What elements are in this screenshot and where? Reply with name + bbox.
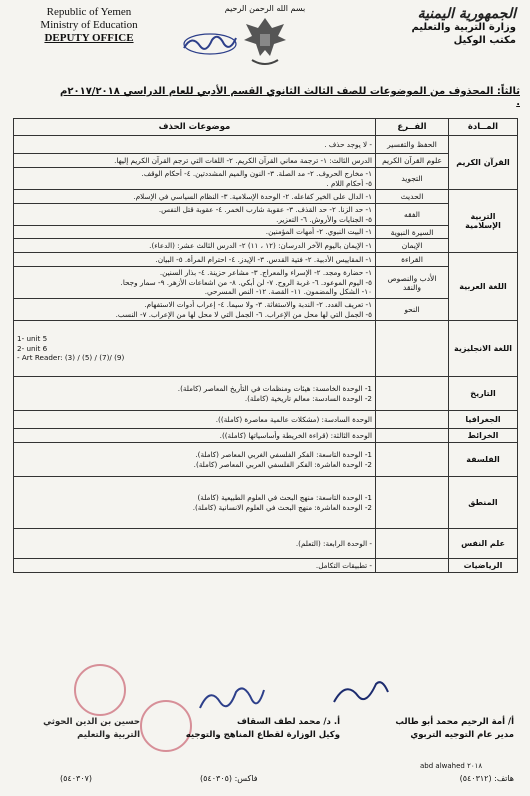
branch-cell: الأدب والنصوص والنقد <box>376 267 449 299</box>
subject-cell: الخرائط <box>449 429 518 443</box>
country-en: Republic of Yemen <box>46 6 132 18</box>
topics-cell <box>14 154 376 168</box>
branch-cell: الإيمان <box>376 239 449 253</box>
table-row <box>14 253 518 267</box>
ministry-ar: وزارة التربية والتعليم <box>411 22 516 33</box>
header-right <box>376 8 516 47</box>
topic-line: 2- unit 6 <box>17 343 48 353</box>
branch-cell <box>376 559 449 573</box>
subject-cell: علم النفس <box>449 529 518 559</box>
subject-cell: التاريخ <box>449 377 518 411</box>
topic-line: 1- الوحدة التاسعة: منهج البحث في العلوم الطبيعية (كاملة) <box>197 493 372 502</box>
topic-line: ٥- أحكام اللام . <box>326 178 372 188</box>
topics-cell <box>14 239 376 253</box>
table-row <box>14 529 518 559</box>
branch-cell: السيرة النبوية <box>376 226 449 239</box>
subject-cell: اللغة العربية <box>449 253 518 321</box>
ministry-en: Ministry of Education <box>40 19 138 31</box>
topics-cell <box>14 190 376 204</box>
topic-line: الوحدة الثالثة: (قراءة الخريطة وأساسياتها (كاملة)). <box>219 430 372 440</box>
topic-line: - لا يوجد حذف . <box>324 139 372 149</box>
table-row <box>14 299 518 321</box>
topic-line: - تطبيقات التكامل. <box>315 560 372 570</box>
header-subject: المــادة <box>449 119 518 136</box>
header-left <box>24 6 154 45</box>
topics-cell <box>14 204 376 226</box>
subject-cell: اللغة الانجليزية <box>449 321 518 377</box>
topic-line: الوحدة السادسة: (مشكلات عالمية معاصرة (كاملة)). <box>215 414 372 424</box>
branch-cell <box>376 321 449 377</box>
author-tag: abd alwahed ٢٠١٨ <box>420 762 483 770</box>
topic-line: ١- مخارج الحروف. ٢- مد الصلة. ٣- النون والميم المشددتين. ٤- أحكام الوقف. <box>141 169 372 178</box>
branch-cell <box>376 529 449 559</box>
topic-line: الدرس الثالث: ١- ترجمة معاني القرآن الكريم. ٢- اللغات التي ترجم القرآن الكريم إليها. <box>114 155 372 165</box>
deleted-topics-table <box>13 118 518 573</box>
topic-line: ١- حد الزنا. ٢- حد القذف. ٣- عقوبة شارب الخمر. ٤- عقوبة قتل النفس. <box>158 205 372 214</box>
branch-cell: الحفظ والتفسير <box>376 136 449 154</box>
topic-line: 2- الوحدة العاشرة: منهج البحث في العلوم الانسانية (كاملة). <box>192 502 372 512</box>
signature-block-1 <box>364 716 514 742</box>
table-row <box>14 321 518 377</box>
table-row <box>14 443 518 477</box>
footer-other-number: (٥٤٠٣٠٧) <box>60 774 93 783</box>
topics-cell <box>14 168 376 190</box>
signature-scribble-right-icon <box>330 676 390 710</box>
office-en: DEPUTY OFFICE <box>44 32 134 44</box>
topics-cell <box>14 377 376 411</box>
topic-line: ١- البيت النبوي. ٢- أمهات المؤمنين. <box>265 227 372 237</box>
signature-2-title: وكيل الوزارة لقطاع المناهج والتوجيه <box>185 730 340 740</box>
document-title: ثالثاً: المحذوف من الموضوعات للصف الثالث الثانوي القسم الأدبي للعام الدراسي ٢٠١٧/٢٠١٨م . <box>60 86 520 108</box>
signature-block-3 <box>20 716 140 742</box>
topics-cell <box>14 321 376 377</box>
subject-cell: الرياضيات <box>449 559 518 573</box>
handwritten-mark-icon <box>180 30 240 56</box>
topics-cell <box>14 529 376 559</box>
table-row <box>14 477 518 529</box>
table-row <box>14 559 518 573</box>
topic-line: ١- حضارة ومجد. ٢- الإسراء والمعراج. ٣- مشاعر حزينة. ٤- بذار السنين. <box>159 268 372 278</box>
topic-line: ١٠- الشكل والمضمون. ١١- القصة. ١٢- النص المسرحي. <box>204 287 372 297</box>
table-row <box>14 204 518 226</box>
official-stamp-left <box>74 664 126 716</box>
topic-line: 2- الوحدة السادسة: معالم تاريخية (كاملة). <box>244 393 372 403</box>
signature-1-name: أ/ أمة الرحيم محمد أبو طالب <box>395 717 514 727</box>
table-row <box>14 429 518 443</box>
topic-line: - Art Reader: (3) / (5) / (7)/ (9) <box>17 353 125 363</box>
topic-line: 1- الوحدة التاسعة: الفكر الفلسفي الغربي المعاصر (كاملة). <box>195 450 372 459</box>
country-ar: الجمهورية اليمنية <box>417 6 516 22</box>
signature-1-title: مدير عام التوجيه التربوي <box>410 730 514 740</box>
header-topics: موضوعات الحذف <box>14 119 376 136</box>
table-row <box>14 154 518 168</box>
signature-3-title: التربية والتعليم <box>77 730 140 740</box>
branch-cell <box>376 377 449 411</box>
signature-3-name: حسين بن الدين الحوثي <box>43 717 140 727</box>
topics-cell <box>14 411 376 429</box>
topic-line: - الوحدة الرابعة: (التعلم). <box>295 538 372 548</box>
table-row <box>14 377 518 411</box>
table-row <box>14 190 518 204</box>
topic-line: ٥- الجنايات والأروش. ٦- التعزير. <box>276 214 372 224</box>
table-row <box>14 411 518 429</box>
header-branch: الفــرع <box>376 119 449 136</box>
topic-line: 1- unit 5 <box>17 334 48 344</box>
subject-cell: المنطق <box>449 477 518 529</box>
subject-cell: القرآن الكريم <box>449 136 518 190</box>
topics-cell <box>14 429 376 443</box>
table-row <box>14 267 518 299</box>
branch-cell: الفقه <box>376 204 449 226</box>
branch-cell: القراءة <box>376 253 449 267</box>
topic-line: ٥- اليوم الموعود. ٦- غربة الروح. ٧- لن أبكي. ٨- من اشعاعات الأزهر. ٩- سمار وجحا. <box>120 277 372 287</box>
topics-cell <box>14 443 376 477</box>
office-ar: مكتب الوكيل <box>453 35 516 46</box>
topic-line: ١- الدال على الخير كفاعله. ٢- الوحدة الإسلامية. ٣- النظام السياسي في الإسلام. <box>133 191 372 201</box>
branch-cell <box>376 477 449 529</box>
branch-cell: النحو <box>376 299 449 321</box>
topics-cell <box>14 559 376 573</box>
topic-line: ١- تعريف الغدد. ٢- الندبة والاستغاثة. ٣- ولا سيما. ٤- إعراب أدوات الاستفهام. <box>144 300 372 309</box>
table-header-row <box>14 119 518 136</box>
branch-cell: الحديث <box>376 190 449 204</box>
subject-cell: التربية الإسلامية <box>449 190 518 253</box>
topics-cell <box>14 477 376 529</box>
signature-block-2 <box>180 716 340 742</box>
yemen-eagle-emblem-icon <box>242 14 288 70</box>
branch-cell <box>376 429 449 443</box>
branch-cell: التجويد <box>376 168 449 190</box>
branch-cell <box>376 411 449 429</box>
signature-scribble-icon <box>196 680 266 716</box>
branch-cell <box>376 443 449 477</box>
table-row <box>14 239 518 253</box>
topic-line: 2- الوحدة العاشرة: الفكر الفلسفي العربي المعاصر (كاملة). <box>193 459 372 469</box>
table-row <box>14 226 518 239</box>
basmala: بسم الله الرحمن الرحيم <box>224 4 306 13</box>
topics-cell <box>14 267 376 299</box>
topics-cell <box>14 226 376 239</box>
footer-fax: فاكس: (٥٤٠٣٠٥) <box>200 774 258 783</box>
topic-line: ١- المقاييس الأدبية. ٢- فتية القدس. ٣- الإيدز. ٤- احترام المرأة. ٥- البيان. <box>155 254 372 264</box>
topics-cell <box>14 299 376 321</box>
table-row <box>14 136 518 154</box>
table-row <box>14 168 518 190</box>
topics-cell <box>14 136 376 154</box>
branch-cell: علوم القرآن الكريم <box>376 154 449 168</box>
subject-cell: الفلسفة <box>449 443 518 477</box>
topic-line: 1- الوحدة الخامسة: هيئات ومنظمات في التأريخ المعاصر (كاملة). <box>177 384 372 393</box>
subject-cell: الجغرافيا <box>449 411 518 429</box>
topics-cell <box>14 253 376 267</box>
topic-line: ١- الإيمان باليوم الآخر الدرسان: (١٢ ، ١١) ٢- الدرس الثالث عشر: (الدعاء). <box>149 240 372 250</box>
signature-2-name: أ. د/ محمد لطف السقاف <box>237 717 340 727</box>
topic-line: ٥- الجمل التي لها محل من الإعراب. ٦- الجمل التي لا محل لها من الإعراب. ٧- النسب. <box>115 309 372 319</box>
footer-phone: هاتف: (٥٤٠٣١٢) <box>459 774 514 783</box>
